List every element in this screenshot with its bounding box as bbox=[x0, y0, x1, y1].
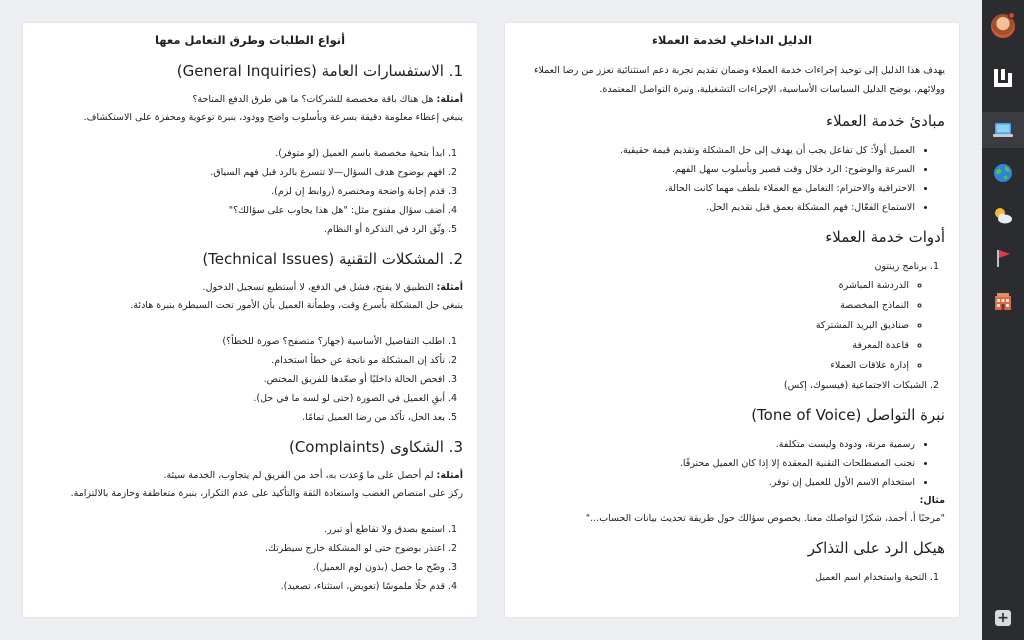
app-logo-icon[interactable] bbox=[982, 60, 1024, 96]
notification-badge bbox=[1008, 12, 1015, 19]
list-item: 4. أضف سؤال مفتوح مثل: "هل هذا يجاوب على سؤالك؟" bbox=[37, 201, 445, 220]
heading-principles: مبادئ خدمة العملاء bbox=[826, 112, 945, 130]
intro-paragraph: يهدف هذا الدليل إلى توحيد إجراءات خدمة العملاء وضمان تقديم تجربة دعم استثنائية تعزز من رضا العملاء وولائهم. يوضح الدليل السياسات الأساسية، الإجراءات التشغيلية، ونبرة التواصل المعتمدة. bbox=[533, 65, 945, 95]
list-item: 2. الشبكات الاجتماعية (فيسبوك، إكس) bbox=[519, 376, 927, 395]
building-icon bbox=[993, 291, 1013, 311]
list-item: 5. بعد الحل، تأكد من رضا العميل تمامًا. bbox=[37, 408, 445, 427]
example-paragraph bbox=[37, 467, 463, 485]
list-item bbox=[519, 257, 927, 376]
principles-list bbox=[519, 141, 945, 217]
list-item: 2. اعتذر بوضوح حتى لو المشكلة خارج سيطرتك. bbox=[37, 539, 445, 558]
example-label: أمثلة: bbox=[436, 470, 463, 481]
example-label: مثال: bbox=[919, 495, 945, 506]
list-item: 3. قدم إجابة واضحة ومختصرة (روابط إن لزم). bbox=[37, 182, 445, 201]
example-text: التطبيق لا يفتح، فشل في الدفع، لا أستطيع تسجيل الدخول. bbox=[202, 282, 437, 293]
heading-tone: نبرة التواصل (Tone of Voice) bbox=[751, 406, 945, 424]
globe-icon bbox=[993, 163, 1013, 183]
laptop-icon bbox=[992, 121, 1014, 139]
list-item: 2. تأكد إن المشكلة مو ناتجة عن خطأ استخدام. bbox=[37, 351, 445, 370]
heading-section-2: 2. المشكلات التقنية (Technical Issues) bbox=[202, 250, 463, 268]
sidebar-item-weather[interactable] bbox=[982, 198, 1024, 234]
tone-list bbox=[519, 435, 945, 492]
example-text: لم أحصل على ما وُعدت به، أحد من الفريق لم يتجاوب، الخدمة سيئة. bbox=[163, 470, 437, 481]
sidebar-item-laptop[interactable] bbox=[982, 112, 1024, 148]
page-title: أنواع الطلبات وطرق التعامل معها bbox=[154, 33, 346, 47]
list-item: • السرعة والوضوح: الرد خلال وقت قصير وبأسلوب سهل الفهم. bbox=[519, 160, 915, 179]
tools-sublist bbox=[519, 276, 927, 376]
structure-list bbox=[519, 568, 945, 587]
weather-icon bbox=[992, 206, 1014, 226]
list-item: • رسمية مرنة، ودودة وليست متكلفة. bbox=[519, 435, 915, 454]
sidebar-item-building[interactable] bbox=[982, 283, 1024, 319]
list-item: 2. افهم بوضوح هدف السؤال—لا تتسرع بالرد قبل فهم السياق. bbox=[37, 163, 445, 182]
list-item: • تجنب المصطلحات التقنية المعقدة إلا إذا كان العميل محترفًا. bbox=[519, 454, 915, 473]
list-item: ◦ صناديق البريد المشتركة bbox=[519, 316, 909, 336]
app-logo-icon bbox=[993, 68, 1013, 88]
list-item: 4. قدم حلًا ملموسًا (تعويض، استثناء، تصعيد). bbox=[37, 577, 445, 596]
heading-tools: أدوات خدمة العملاء bbox=[825, 228, 945, 246]
example-paragraph bbox=[37, 91, 463, 109]
example-text: "مرحبًا أ. أحمد، شكرًا لتواصلك معنا. بخصوص سؤالك حول طريقة تحديث بيانات الحساب..." bbox=[585, 513, 945, 524]
heading-section-1: 1. الاستفسارات العامة (General Inquiries) bbox=[176, 62, 463, 80]
example-label: أمثلة: bbox=[436, 282, 463, 293]
example-text: هل هناك باقة مخصصة للشركات؟ ما هي طرق الدفع المتاحة؟ bbox=[192, 94, 437, 105]
example-label: أمثلة: bbox=[436, 94, 463, 105]
tools-item-label: برنامج زينتون bbox=[874, 261, 927, 272]
heading-structure: هيكل الرد على التذاكر bbox=[807, 539, 945, 557]
list-item: 4. أبقِ العميل في الصورة (حتى لو لسه ما في حل). bbox=[37, 389, 445, 408]
list-item: 3. افحص الحالة داخليًا أو صعّدها للفريق المختص. bbox=[37, 370, 445, 389]
list-item: • العميل أولاً: كل تفاعل يجب أن يهدف إلى حل المشكلة وتقديم قيمة حقيقية. bbox=[519, 141, 915, 160]
document-page-left[interactable] bbox=[22, 22, 478, 618]
document-page-right[interactable] bbox=[504, 22, 960, 618]
page-title: الدليل الداخلي لخدمة العملاء bbox=[651, 33, 813, 47]
steps-list bbox=[37, 332, 463, 427]
list-item: • استخدام الاسم الأول للعميل إن توفر. bbox=[519, 473, 915, 492]
list-item: ◦ قاعدة المعرفة bbox=[519, 336, 909, 356]
list-item: 3. وضّح ما حصل (بدون لوم العميل). bbox=[37, 558, 445, 577]
guidance-text: ينبغي إعطاء معلومة دقيقة بسرعة وبأسلوب واضح وودود، بنبرة توعوية ومحفزة على الاستكشاف. bbox=[83, 112, 463, 123]
list-item: 1. استمع بصدق ولا تقاطع أو تبرر. bbox=[37, 520, 445, 539]
add-icon: + bbox=[995, 610, 1011, 626]
list-item: 1. ابدأ بتحية مخصصة باسم العميل (لو متوفر). bbox=[37, 144, 445, 163]
flag-icon bbox=[994, 248, 1012, 268]
list-item: ◦ إدارة علاقات العملاء bbox=[519, 356, 909, 376]
add-button[interactable] bbox=[982, 600, 1024, 636]
list-item: 5. وثّق الرد في التذكرة أو النظام. bbox=[37, 220, 445, 239]
guidance-text: ينبغي حل المشكلة بأسرع وقت، وطمأنة العميل بأن الأمور تحت السيطرة بنبرة هادئة. bbox=[130, 300, 463, 311]
example-paragraph bbox=[37, 279, 463, 297]
heading-section-3: 3. الشكاوى (Complaints) bbox=[288, 438, 463, 456]
list-item: ◦ الدردشة المباشرة bbox=[519, 276, 909, 296]
list-item: 1. التحية واستخدام اسم العميل bbox=[519, 568, 927, 587]
list-item: ◦ النماذج المخصصة bbox=[519, 296, 909, 316]
tools-list bbox=[519, 257, 945, 395]
list-item: • الاستماع الفعّال: فهم المشكلة بعمق قبل تقديم الحل. bbox=[519, 198, 915, 217]
steps-list bbox=[37, 144, 463, 239]
sidebar-item-globe[interactable] bbox=[982, 155, 1024, 191]
app-sidebar bbox=[982, 0, 1024, 640]
steps-list bbox=[37, 520, 463, 596]
sidebar-item-flag[interactable] bbox=[982, 240, 1024, 276]
list-item: • الاحترافية والاحترام: التعامل مع العملاء بلطف مهما كانت الحالة. bbox=[519, 179, 915, 198]
list-item: 1. اطلب التفاصيل الأساسية (جهاز؟ متصفح؟ صورة للخطأ؟) bbox=[37, 332, 445, 351]
guidance-text: ركز على امتصاص الغضب واستعادة الثقة والتأكيد على عدم التكرار، بنبرة متعاطفة وحازمة بالالتزامة. bbox=[70, 488, 463, 499]
